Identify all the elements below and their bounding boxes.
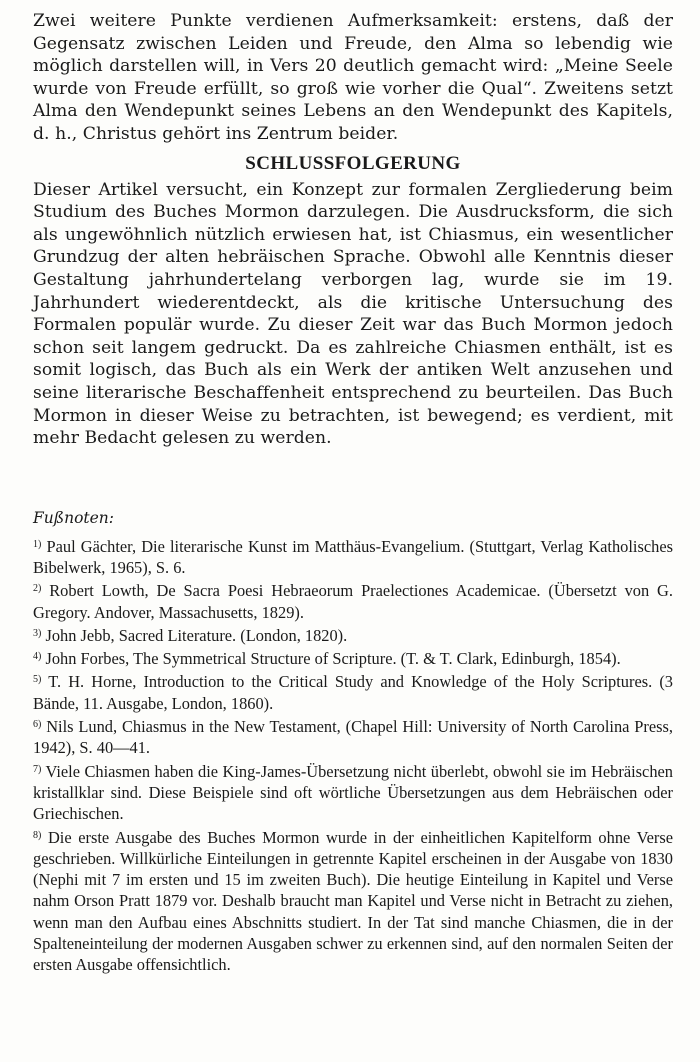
section-heading: SCHLUSSFOLGERUNG (245, 152, 461, 174)
footnote-marker: 2) (33, 583, 42, 595)
footnote-marker: 4) (33, 651, 42, 663)
footnote-marker: 3) (33, 627, 42, 639)
footnote-text: Viele Chiasmen haben die King-James-Übersetzung nicht überlebt, obwohl sie im Hebräischen kristallklar sind. Diese Beispiele sind oft wörtliche Übersetzungen aus dem Hebräischen oder Griechischen. (33, 761, 673, 824)
footnote-text: John Jebb, Sacred Literature. (London, 1820). (45, 625, 348, 645)
footnote-8 (33, 827, 673, 976)
footnote-text: Paul Gächter, Die literarische Kunst im Matthäus-Evangelium. (Stuttgart, Verlag Katholisches Bibelwerk, 1965), S. 6. (33, 536, 673, 577)
footnote-marker: 8) (33, 829, 42, 841)
footnote-marker: 5) (33, 674, 42, 686)
intro-paragraph: Zwei weitere Punkte verdienen Aufmerksamkeit: erstens, daß der Gegensatz zwischen Leiden und Freude, den Alma so lebendig wie möglich darstellen will, in Vers 20 deutlich gemacht wird: „Meine Seele wurde von Freude erfüllt, so groß wie vorher die Qual“. Zweitens setzt Alma den Wendepunkt seines Lebens an den Wendepunkt des Kapitels, d. h., Christus gehört ins Zentrum beider. (33, 11, 673, 144)
footnote-marker: 6) (33, 719, 42, 731)
footnote-6 (33, 716, 673, 759)
footnote-text: Robert Lowth, De Sacra Poesi Hebraeorum Praelectiones Academicae. (Übersetzt von G. Gregory. Andover, Massachusetts, 1829). (33, 581, 673, 622)
footnotes-title: Fußnoten: (33, 508, 115, 527)
document-page (33, 10, 673, 978)
footnote-3 (33, 625, 673, 646)
footnote-4 (33, 648, 673, 669)
conclusion-paragraph: Dieser Artikel versucht, ein Konzept zur formalen Zergliederung beim Studium des Buches Mormon darzulegen. Die Ausdrucksform, die sich als ungewöhnlich nützlich erwiesen hat, ist Chiasmus, ein wesentlicher Grundzug der alten hebräischen Sprache. Obwohl alle Kenntnis dieser Gestaltung jahrhundertelang verborgen lag, wurde sie im 19. Jahrhundert wiederentdeckt, als die kritische Untersuchung des Formalen populär wurde. Zu dieser Zeit war das Buch Mormon jedoch schon seit langem gedruckt. Da es zahlreiche Chiasmen enthält, ist es somit logisch, das Buch als ein Werk der antiken Welt anzusehen und seine literarische Beschaffenheit entsprechend zu beurteilen. Das Buch Mormon in dieser Weise zu betrachten, ist bewegend; es verdient, mit mehr Bedacht gelesen zu werden. (33, 179, 673, 449)
footnote-7 (33, 761, 673, 825)
footnote-marker: 7) (33, 763, 42, 775)
footnote-text: T. H. Horne, Introduction to the Critical Study and Knowledge of the Holy Scriptures. (3 Bände, 11. Ausgabe, London, 1860). (33, 672, 673, 713)
footnote-marker: 1) (33, 538, 42, 550)
footnote-text: Nils Lund, Chiasmus in the New Testament, (Chapel Hill: University of North Carolina Press, 1942), S. 40—41. (33, 717, 673, 758)
footnote-2 (33, 580, 673, 623)
footnote-text: John Forbes, The Symmetrical Structure of Scripture. (T. & T. Clark, Edinburgh, 1854). (45, 649, 621, 669)
footnote-5 (33, 671, 673, 714)
footnote-1 (33, 536, 673, 579)
footnote-text: Die erste Ausgabe des Buches Mormon wurde in der einheitlichen Kapitelform ohne Verse geschrieben. Willkürliche Einteilungen in getrennte Kapitel erscheinen in der Ausgabe von 1830 (Nephi mit 7 im ersten und 15 im zweiten Buch). Die heutige Einteilung in Kapitel und Verse nahm Orson Pratt 1879 vor. Deshalb braucht man Kapitel und Verse nicht in Betracht zu ziehen, wenn man den Aufbau eines Abschnitts studiert. In der Tat sind manche Chiasmen, die in der Spalteneinteilung der modernen Ausgaben schwer zu erkennen sind, auf den normalen Seiten der ersten Ausgabe offensichtlich. (33, 827, 673, 975)
footnotes-list (33, 536, 673, 976)
